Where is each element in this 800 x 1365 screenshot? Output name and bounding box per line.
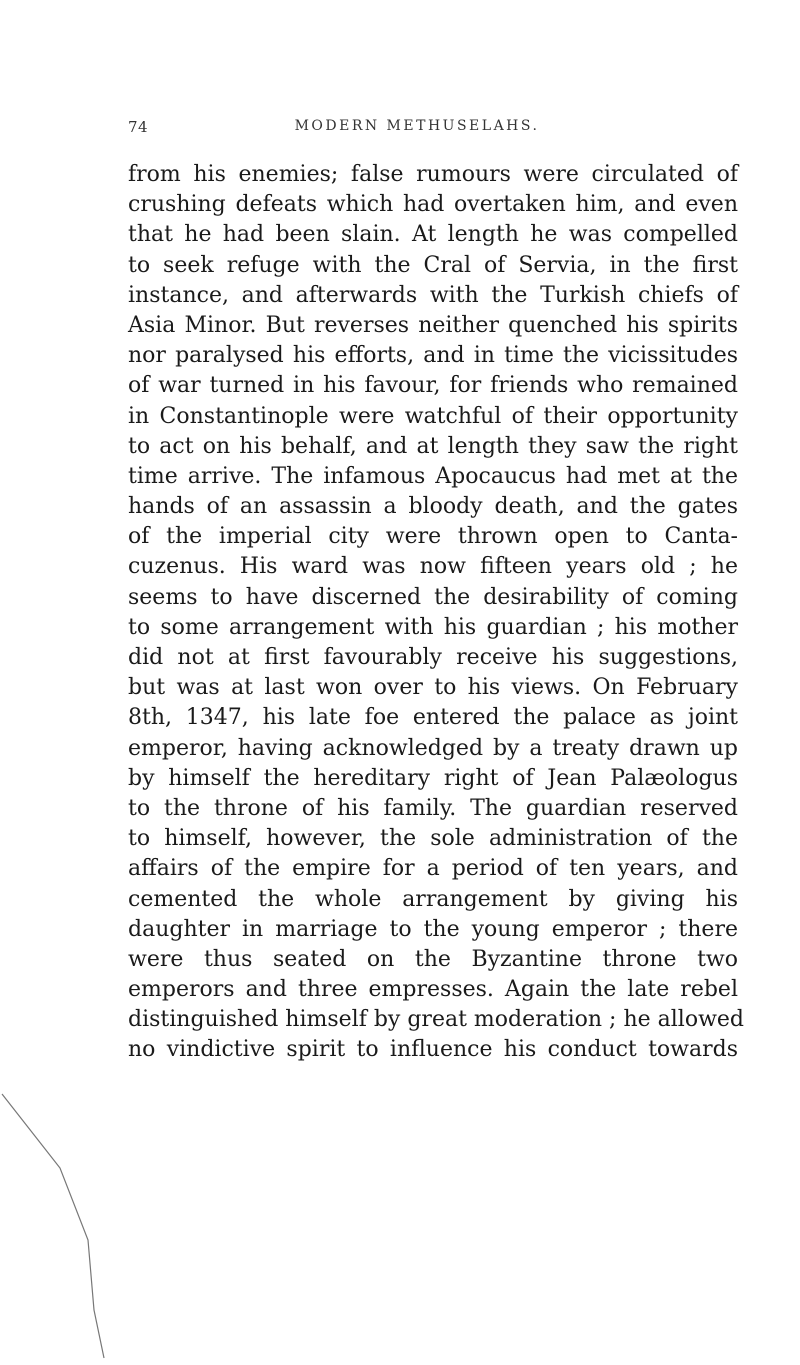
text-line: of the imperial city were thrown open to Canta-: [128, 524, 738, 550]
text-line: emperors and three empresses. Again the late rebel: [128, 977, 738, 1003]
text-line: 8th, 1347, his late foe entered the palace as joint: [128, 705, 738, 731]
text-line: distinguished himself by great moderation ; he allowed: [128, 1007, 744, 1033]
text-line: emperor, having acknowledged by a treaty drawn up: [128, 735, 738, 761]
text-line: seems to have discerned the desirability of coming: [128, 584, 738, 610]
text-line: cuzenus. His ward was now fifteen years old ; he: [128, 554, 738, 580]
text-line: to some arrangement with his guardian ; his mother: [128, 614, 738, 640]
text-line: crushing defeats which had overtaken him, and even: [128, 192, 738, 218]
text-line: to seek refuge with the Cral of Servia, in the first: [128, 252, 738, 278]
text-line: time arrive. The infamous Apocaucus had met at the: [128, 463, 738, 489]
text-line: cemented the whole arrangement by giving his: [128, 886, 738, 912]
page-fold-mark: [0, 1090, 140, 1365]
text-line: of war turned in his favour, for friends who remained: [128, 373, 738, 399]
text-line: hands of an assassin a bloody death, and the gates: [128, 494, 738, 520]
text-line: did not at first favourably receive his suggestions,: [128, 645, 738, 670]
page-number: 74: [128, 118, 149, 136]
text-line: Asia Minor. But reverses neither quenched his spirits: [128, 312, 738, 338]
body-text: [128, 160, 744, 1066]
text-line: that he had been slain. At length he was compelled: [128, 222, 738, 248]
text-line: to himself, however, the sole administration of the: [128, 826, 738, 852]
text-line: to the throne of his family. The guardian reserved: [128, 795, 738, 821]
text-line: affairs of the empire for a period of ten years, and: [128, 856, 738, 882]
text-line: were thus seated on the Byzantine throne two: [128, 946, 738, 972]
text-line: in Constantinople were watchful of their opportunity: [128, 403, 738, 429]
text-line: but was at last won over to his views. On February: [128, 675, 738, 701]
text-line: by himself the hereditary right of Jean Palæologus: [128, 765, 738, 791]
text-line: from his enemies; false rumours were circulated of: [128, 162, 738, 187]
text-line: to act on his behalf, and at length they saw the right: [128, 433, 738, 459]
text-line: nor paralysed his efforts, and in time the vicissitudes: [128, 343, 738, 369]
text-line: daughter in marriage to the young emperor ; there: [128, 916, 738, 942]
text-line: no vindictive spirit to influence his conduct towards: [128, 1037, 738, 1063]
running-head: MODERN METHUSELAHS.: [294, 118, 540, 134]
text-line: instance, and afterwards with the Turkish chiefs of: [128, 282, 738, 308]
